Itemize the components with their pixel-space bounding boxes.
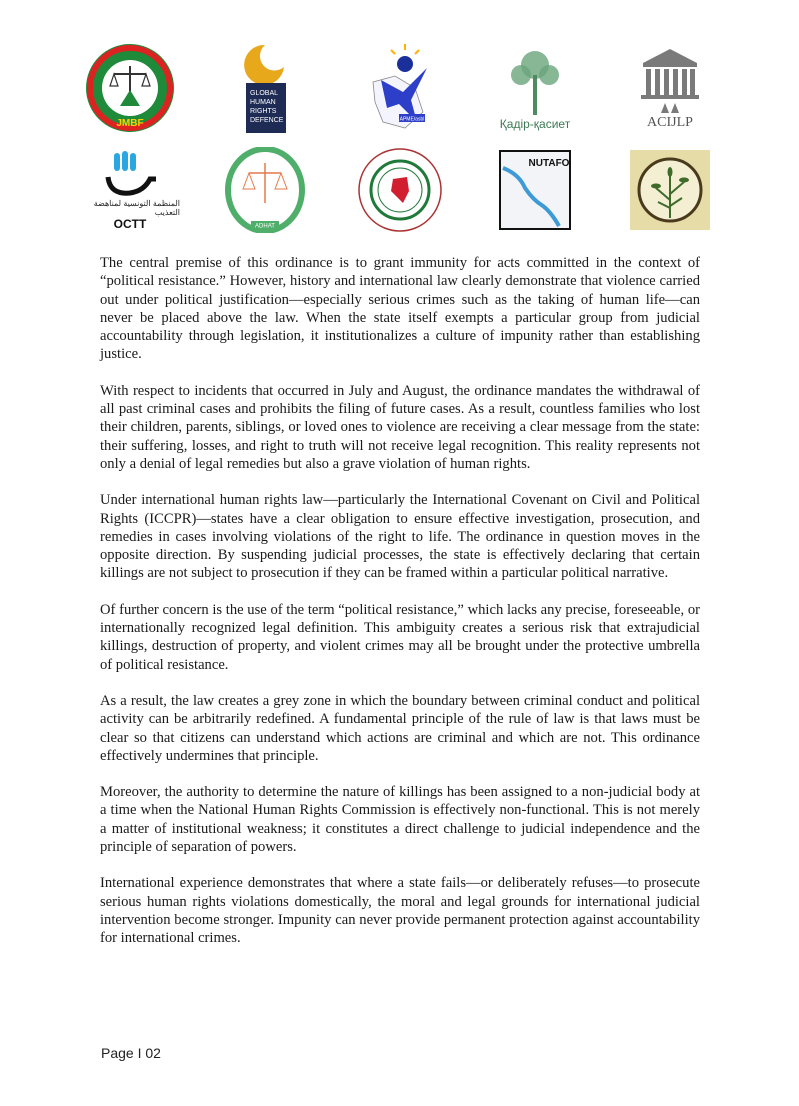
paragraph-5: As a result, the law creates a grey zone in which the boundary between criminal conduct and political activity can be arbitrarily redefined. A fundamental principle of the rule of law is that laws must be clear so that citizens can understand which actions are criminal and which are not. This ordinance effectively undermines that principle.	[100, 692, 700, 764]
svg-text:GLOBAL: GLOBAL	[250, 90, 279, 97]
paragraph-3: Under international human rights law—particularly the International Covenant on Civil and Political Rights (ICCPR)—states have a clear obligation to ensure effective investigation, prosecution, and remedies in cases involving violations of the right to life. The ordinance in question moves in the opposite direction. By suspending judicial processes, the state is effectively declaring that certain killings are not subject to prosecution if they can be framed within a particular political narrative.	[100, 492, 700, 582]
logo-row-2	[80, 140, 720, 240]
ghrd-logo	[215, 41, 315, 136]
page-number: Page I 02	[101, 1045, 161, 1061]
paragraph-2: With respect to incidents that occurred in July and August, the ordinance mandates the withdrawal of all past criminal cases and prohibits the filing of future cases. As a result, countless families who lost their children, parents, siblings, or loved ones to violence are receiving a clear message from the state: their suffering, losses, and right to truth will not receive legal recognition. This reality represents not only a denial of legal remedies but also a grave violation of human rights.	[100, 382, 700, 472]
octt-logo	[80, 143, 180, 238]
partner-logos	[80, 38, 720, 240]
tree-icon	[505, 45, 565, 117]
kadir-kasiet-logo	[485, 41, 585, 136]
adhat-logo	[215, 143, 315, 238]
svg-text:JMBF: JMBF	[116, 118, 144, 129]
logo-caption: OCTT	[113, 217, 147, 231]
logo-caption-arabic: المنظمة التونسية لمناهضة التعذيب	[93, 199, 180, 217]
figure-map-icon	[365, 42, 435, 134]
courthouse-icon	[637, 45, 703, 115]
acijlp-logo	[620, 41, 720, 136]
gbun-logo	[350, 143, 450, 238]
river-map-icon	[499, 150, 571, 230]
scales-emblem-icon	[225, 147, 305, 233]
crescent-icon	[240, 41, 290, 135]
apme-logo	[350, 41, 450, 136]
logo-caption: ACIJLP	[647, 115, 693, 130]
logo-row-1	[80, 38, 720, 138]
svg-text:HUMAN: HUMAN	[250, 99, 276, 106]
svg-text:ADHAT: ADHAT	[255, 223, 275, 230]
svg-text:RIGHTS: RIGHTS	[250, 108, 277, 115]
scales-of-justice-icon	[84, 42, 176, 134]
globe-map-icon	[357, 147, 443, 233]
tree-emblem-logo	[620, 143, 720, 238]
hand-icon	[100, 149, 160, 199]
jmbf-logo	[80, 41, 180, 136]
svg-text:DEFENCE: DEFENCE	[250, 117, 284, 124]
sprout-tree-icon	[630, 150, 710, 230]
paragraph-7: International experience demonstrates that where a state fails—or deliberately refuses—to prosecute serious human rights violations domestically, the moral and legal grounds for international judicial intervention become stronger. Impunity can never provide permanent protection against accountability for international crimes.	[100, 875, 700, 947]
svg-text:NUTAFO: NUTAFO	[528, 158, 570, 169]
paragraph-4: Of further concern is the use of the term “political resistance,” which lacks any precise, foreseeable, or internationally recognized legal definition. This ambiguity creates a serious risk that extrajudicial killings, destruction of property, and violent crimes may all be brought under the protective umbrella of political resistance.	[100, 601, 700, 673]
paragraph-1: The central premise of this ordinance is to grant immunity for acts committed in the context of “political resistance.” However, history and international law clearly demonstrate that violence carried out under political justification—especially serious crimes such as the taking of human life—can never be placed above the law. When the state itself exempts a particular group from judicial accountability through legislation, it institutionalizes a culture of impunity rather than establishing justice.	[100, 255, 700, 363]
paragraph-6: Moreover, the authority to determine the nature of killings has been assigned to a non-judicial body at a time when the National Human Rights Commission is effectively non-functional. This is not merely a matter of institutional weakness; it constitutes a direct challenge to judicial independence and the principle of separation of powers.	[100, 784, 700, 856]
ordinance-statement-body	[100, 254, 700, 966]
nutafo-logo	[485, 143, 585, 238]
logo-caption: Қадір-қасиет	[499, 117, 571, 131]
svg-text:APME/asbl: APME/asbl	[399, 116, 425, 123]
